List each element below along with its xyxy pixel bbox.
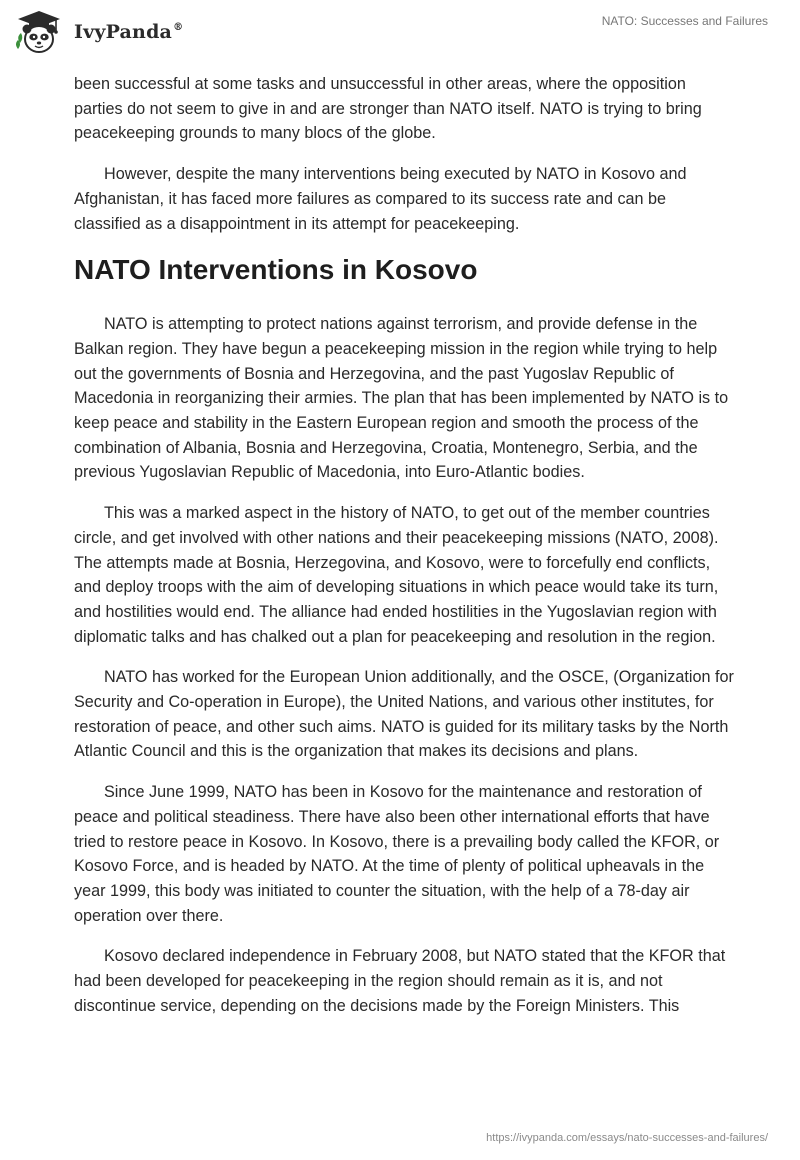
panda-graduate-icon	[14, 9, 64, 55]
brand-name: IvyPanda®	[74, 21, 184, 43]
paragraph: NATO is attempting to protect nations against terrorism, and provide defense in the Balkan region. They have begun a peacekeeping mission in the region while trying to help out the governments of Bosnia and Herzegovina, and the past Yugoslav Republic of Macedonia in reorganizing their armies. The plan that has been implemented by NATO is to keep peace and stability in the Eastern European region and smooth the process of the combination of Albania, Bosnia and Herzegovina, Croatia, Montenegro, Serbia, and the previous Yugoslavian Republic of Macedonia, into Euro-Atlantic bodies.	[74, 315, 729, 482]
paragraph: Since June 1999, NATO has been in Kosovo for the maintenance and restoration of peace and political steadiness. There have also been other international efforts that have tried to restore peace in Kosovo. In Kosovo, there is a prevailing body called the KFOR, or Kosovo Force, and is headed by NATO. At the time of plenty of political upheavals in the year 1999, this body was initiated to counter the situation, with the help of a 78-day air operation over there.	[74, 783, 720, 925]
page-header	[0, 0, 800, 70]
article-body	[74, 72, 734, 1035]
paragraph: been successful at some tasks and unsuccessful in other areas, where the opposition parties do not seem to give in and are stronger than NATO itself. NATO is trying to bring peacekeeping grounds to many blocs of the globe.	[74, 75, 702, 143]
brand-logo[interactable]	[14, 10, 182, 54]
paragraph: However, despite the many interventions being executed by NATO in Kosovo and Afghanistan, it has faced more failures as compared to its success rate and can be classified as a disappointment in its attempt for peacekeeping.	[74, 165, 687, 233]
registered-mark: ®	[173, 22, 184, 33]
source-url[interactable]: https://ivypanda.com/essays/nato-successes-and-failures/	[486, 1132, 768, 1144]
document-title: NATO: Successes and Failures	[601, 14, 768, 28]
section-heading: NATO Interventions in Kosovo	[74, 254, 478, 286]
paragraph: NATO has worked for the European Union additionally, and the OSCE, (Organization for Security and Co-operation in Europe), the United Nations, and various other institutes, for restoration of peace, and other such aims. NATO is guided for its military tasks by the North Atlantic Council and this is the organization that makes its decisions and plans.	[74, 668, 734, 761]
paragraph: Kosovo declared independence in February 2008, but NATO stated that the KFOR that had been developed for peacekeeping in the region should remain as it is, and not discontinue service, depending on the decisions made by the Foreign Ministers. This	[74, 947, 726, 1015]
paragraph: This was a marked aspect in the history of NATO, to get out of the member countries circle, and get involved with other nations and their peacekeeping missions (NATO, 2008). The attempts made at Bosnia, Herzegovina, and Kosovo, were to forcefully end conflicts, and deploy troops with the aim of developing situations in which peace would take its turn, and hostilities would end. The alliance had ended hostilities in the Yugoslavian region with diplomatic talks and has chalked out a plan for peacekeeping and resolution in the region.	[74, 504, 719, 646]
